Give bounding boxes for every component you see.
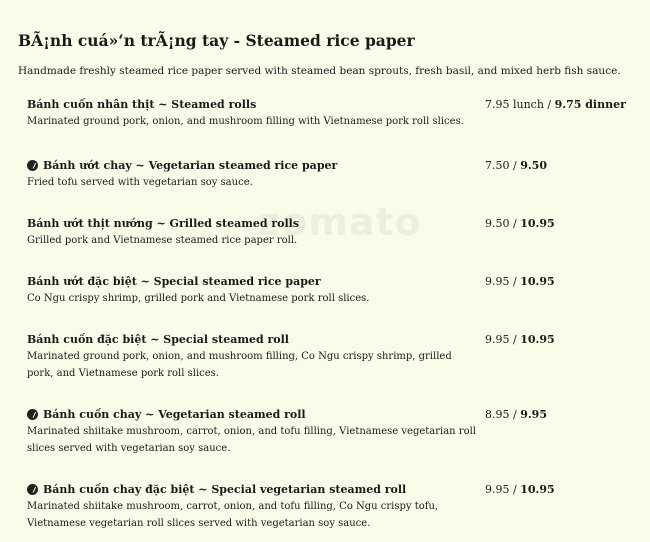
- price-large: 10.95: [520, 333, 555, 346]
- item-description: Fried tofu served with vegetarian soy sauce.: [27, 177, 253, 188]
- menu-item: [18, 96, 633, 130]
- menu-item: [18, 481, 633, 532]
- price-regular: 9.50 /: [485, 217, 517, 230]
- price-regular: 9.95 /: [485, 275, 517, 288]
- price-regular: 7.50 /: [485, 159, 517, 172]
- item-name-text: Bánh cuốn chay ~ Vegetarian steamed roll: [43, 408, 306, 421]
- item-price: [485, 331, 555, 348]
- vegetarian-leaf-icon: [27, 409, 38, 420]
- item-description: Marinated shiitake mushroom, carrot, onion, and tofu filling, Vietnamese vegetarian roll slices served with vegetarian soy sauce.: [27, 426, 476, 454]
- item-description: Marinated ground pork, onion, and mushroom filling with Vietnamese pork roll slices.: [27, 116, 464, 127]
- section-intro: Handmade freshly steamed rice paper served with steamed bean sprouts, fresh basil, and mixed herb fish sauce.: [18, 65, 621, 77]
- price-regular: 9.95 /: [485, 483, 517, 496]
- item-name-text: Bánh cuốn nhân thịt ~ Steamed rolls: [27, 98, 257, 111]
- menu-items: [18, 96, 633, 532]
- menu-item: [18, 157, 633, 191]
- price-large: 9.95: [520, 408, 547, 421]
- item-price: [485, 406, 547, 423]
- menu-item: [18, 215, 633, 249]
- item-name-text: Bánh cuốn chay đặc biệt ~ Special vegetarian steamed roll: [43, 483, 407, 496]
- price-large: 10.95: [520, 275, 555, 288]
- menu-page: [18, 31, 633, 532]
- item-description: Marinated shiitake mushroom, carrot, onion, and tofu filling, Co Ngu crispy tofu, Vietnamese vegetarian roll slices served with vegetarian soy sauce.: [27, 501, 439, 529]
- item-price: [485, 215, 555, 232]
- item-description: Marinated ground pork, onion, and mushroom filling, Co Ngu crispy shrimp, grilled pork, and Vietnamese pork roll slices.: [27, 351, 452, 379]
- item-description: Grilled pork and Vietnamese steamed rice paper roll.: [27, 235, 298, 246]
- price-large: 9.75 dinner: [554, 98, 626, 111]
- price-large: 10.95: [520, 217, 555, 230]
- menu-item: [18, 406, 633, 457]
- vegetarian-leaf-icon: [27, 484, 38, 495]
- price-large: 9.50: [520, 159, 547, 172]
- price-large: 10.95: [520, 483, 555, 496]
- vegetarian-leaf-icon: [27, 160, 38, 171]
- item-name-text: Bánh ướt chay ~ Vegetarian steamed rice paper: [43, 159, 338, 172]
- item-price: [485, 273, 555, 290]
- price-regular: 8.95 /: [485, 408, 517, 421]
- item-price: [485, 481, 555, 498]
- price-regular: 9.95 /: [485, 333, 517, 346]
- price-regular: 7.95 lunch /: [485, 98, 552, 111]
- item-name-text: Bánh ướt thịt nướng ~ Grilled steamed rolls: [27, 217, 300, 230]
- section-title: BÃ¡nh cuá»‘n trÃ¡ng tay - Steamed rice paper: [18, 31, 415, 50]
- item-price: [485, 96, 626, 113]
- watermark: zomato: [258, 200, 422, 244]
- menu-item: [18, 331, 633, 382]
- item-name-text: Bánh cuốn đặc biệt ~ Special steamed roll: [27, 333, 289, 346]
- menu-item: [18, 273, 633, 307]
- item-description: Co Ngu crispy shrimp, grilled pork and Vietnamese pork roll slices.: [27, 293, 370, 304]
- item-price: [485, 157, 547, 174]
- item-name-text: Bánh ướt đặc biệt ~ Special steamed rice paper: [27, 275, 321, 288]
